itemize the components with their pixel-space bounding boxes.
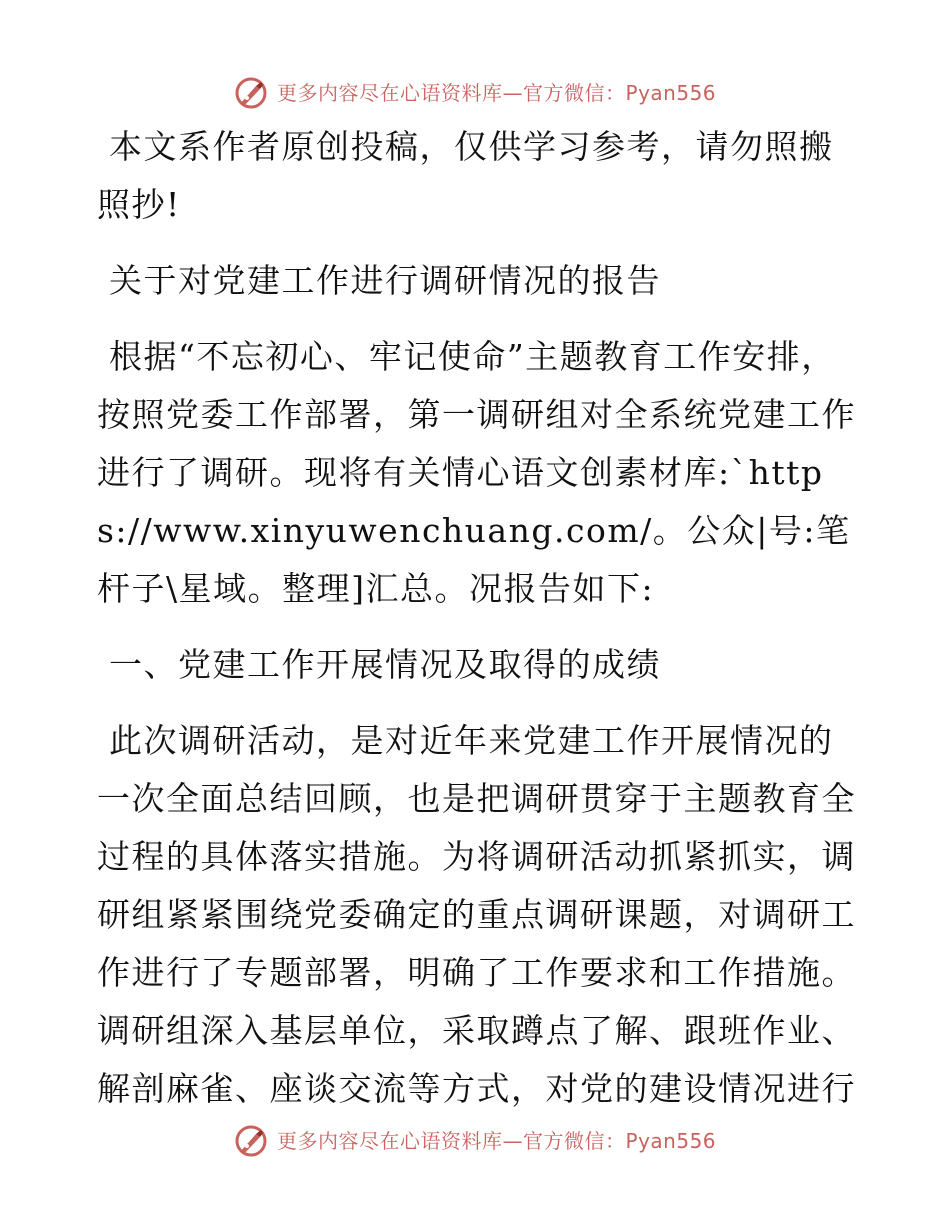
report-title: 关于对党建工作进行调研情况的报告: [109, 261, 661, 300]
intro-paragraph: 根据“不忘初心、牢记使命”主题教育工作安排，按照党委工作部署，第一调研组对全系统党建工作进行了调研。现将有关情心语文创素材库:`https://www.xinyuwenchuang.com/。公众|号:笔杆子\星域。整理]汇总。况报告如下:: [97, 337, 856, 608]
footer-watermark: [0, 1120, 950, 1160]
header-watermark: [0, 72, 950, 112]
watermark-text: 更多内容尽在心语资料库—官方微信：Pyan556: [277, 1128, 717, 1153]
section-1-paragraph: 此次调研活动，是对近年来党建工作开展情况的一次全面总结回顾，也是把调研贯穿于主题教育全过程的具体落实措施。为将调研活动抓紧抓实，调研组紧紧围绕党委确定的重点调研课题，对调研工作进行了专题部署，明确了工作要求和工作措施。调研组深入基层单位，采取蹲点了解、跟班作业、解剖麻雀、座谈交流等方式，对党的建设情况进行: [97, 721, 856, 1108]
pen-logo-icon: [234, 76, 268, 110]
pen-logo-icon: [234, 1124, 268, 1158]
copyright-notice: 本文系作者原创投稿，仅供学习参考，请勿照搬照抄!: [97, 127, 834, 224]
section-heading-1: 一、党建工作开展情况及取得的成绩: [109, 645, 661, 684]
document-body: [97, 118, 857, 1136]
watermark-text: 更多内容尽在心语资料库—官方微信：Pyan556: [277, 80, 717, 105]
